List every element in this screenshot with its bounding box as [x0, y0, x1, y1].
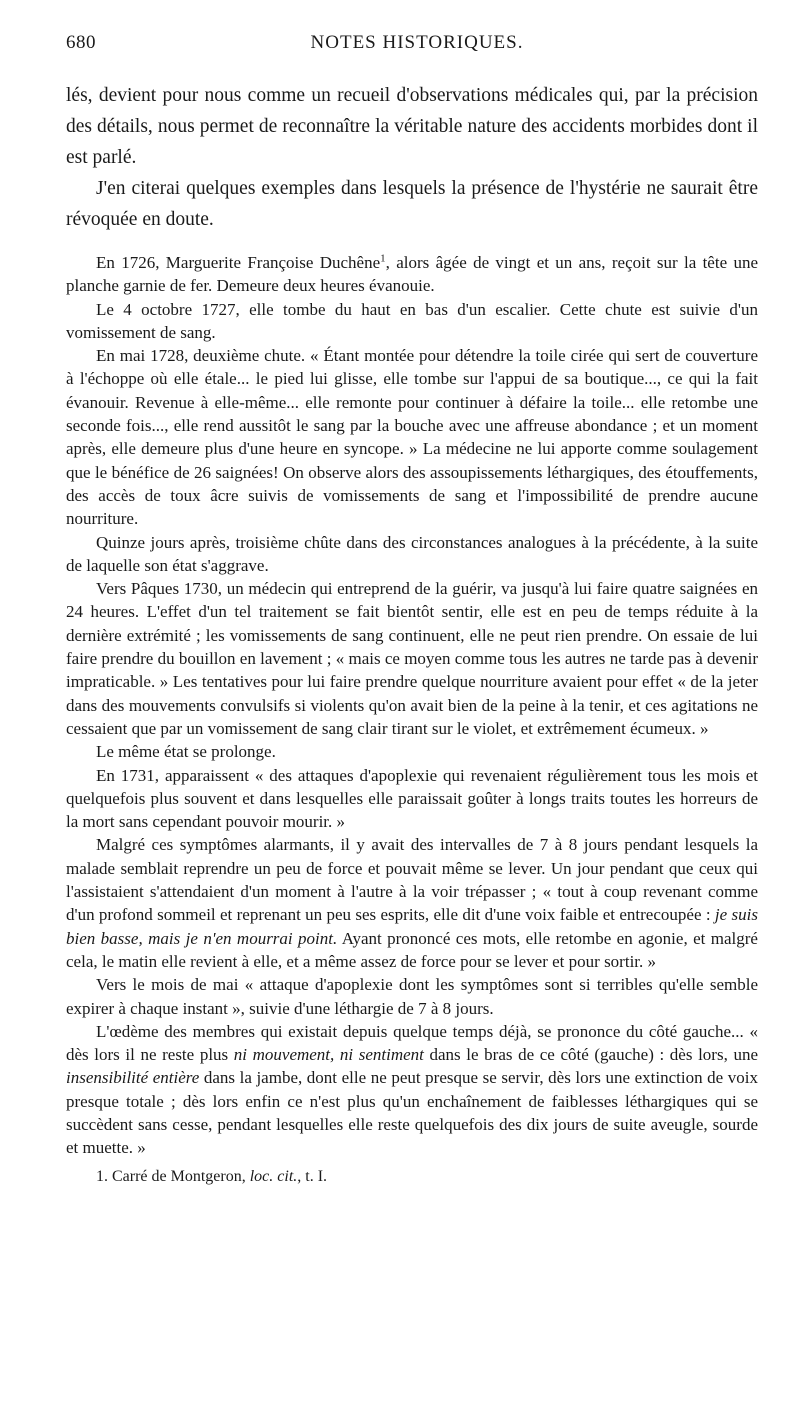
quote-paragraph-8	[66, 833, 758, 973]
lead-text	[66, 80, 758, 235]
quote-text: Malgré ces symptômes alarmants, il y avait des intervalles de 7 à 8 jours pendant lesquels la malade semblait reprendre un peu de force et pouvait même se lever. Un jour pendant que ceux qui l'assistaient s'attendaient d'un moment à l'autre à la voir trépasser ; « tout à coup revenant comme d'un profond sommeil et reprenant un peu ses esprits, elle dit d'une voix faible et entrecoupée :	[66, 835, 758, 925]
quote-italic-text: ni mouvement, ni sentiment	[233, 1045, 424, 1065]
quote-paragraph-9: Vers le mois de mai « attaque d'apoplexie dont les symptômes sont si terribles qu'elle semble expirer à chaque instant », suivie d'une léthargie de 7 à 8 jours.	[66, 975, 758, 1018]
quote-text: En 1726, Marguerite Françoise Duchêne	[96, 253, 381, 272]
footnote-reference: 1	[380, 252, 386, 265]
quote-paragraph-10	[66, 1020, 758, 1160]
quote-italic-text: insensibilité entière	[66, 1068, 200, 1088]
lead-paragraph-2: J'en citerai quelques exemples dans lesquels la présence de l'hystérie ne saurait être révoquée en doute.	[66, 178, 758, 230]
lead-paragraph-1: lés, devient pour nous comme un recueil d'observations médicales qui, par la précision des détails, nous permet de reconnaître la véritable nature des accidents morbides dont il est parlé.	[66, 85, 758, 168]
quote-paragraph-7: En 1731, apparaissent « des attaques d'apoplexie qui revenaient régulièrement tous les mois et quelquefois plus souvent et dans lesquelles elle paraissait goûter à longs traits toutes les horreurs de la mort sans cependant pouvoir mourir. »	[66, 765, 758, 832]
page-number: 680	[66, 32, 96, 53]
quote-paragraph-5: Vers Pâques 1730, un médecin qui entreprend de la guérir, va jusqu'à lui faire quatre saignées en 24 heures. L'effet d'un tel traitement se fait bientôt sentir, elle est en peu de temps réduite à la dernière extrémité ; les vomissements de sang continuent, elle ne peut rien prendre. On essaie de lui faire prendre du bouillon en lavement ; « mais ce moyen comme tous les autres ne tarde pas à devenir impraticable. » Les tentatives pour lui faire prendre quelque nourriture avaient pour effet « de la jeter dans des mouvements convulsifs si violents qu'on avait bien de la peine à la tenir, et ces agitations ne cessaient que par un vomissement de sang clair tirant sur le violet, et extrêmement écumeux. »	[66, 579, 758, 738]
quote-text: , alors âgée de vingt et un ans, reçoit sur la tête une planche garnie de fer. Demeure deux heures évanouie.	[66, 253, 758, 296]
footnote-number: 1.	[96, 1167, 108, 1185]
quoted-observation	[66, 251, 758, 1160]
quote-paragraph-6: Le même état se prolonge.	[96, 742, 276, 762]
quote-italic-text: je suis bien basse, mais je n'en mourrai point.	[66, 905, 758, 948]
footnote	[66, 1166, 758, 1188]
running-head: NOTES HISTORIQUES.	[310, 32, 524, 53]
quote-text: Ayant prononcé ces mots, elle retombe en agonie, et malgré cela, le matin elle revient à elle, et a même assez de force pour se lever et pour sortir. »	[66, 928, 758, 971]
footnote-italic-text: loc. cit.	[249, 1167, 298, 1185]
quote-paragraph-1	[66, 251, 758, 298]
quote-text: L'œdème des membres qui existait depuis quelque temps déjà, se prononce du côté gauche... « dès lors il ne reste plus	[66, 1021, 758, 1065]
quote-paragraph-4: Quinze jours après, troisième chûte dans des circonstances analogues à la précédente, à la suite de laquelle son état s'aggrave.	[66, 532, 758, 575]
quote-text: dans la jambe, dont elle ne peut presque se servir, dès lors une extinction de voix presque totale ; dès lors enfin ce n'est plus qu'un enchaînement de faiblesses léthargiques qui se succèdent sans cesse, pendant lesquelles elle reste quelquefois des dix jours de suite aveugle, sourde et muette. »	[66, 1068, 758, 1158]
footnote-text: , t. I.	[297, 1167, 328, 1185]
footnote-text: Carré de Montgeron,	[108, 1167, 250, 1185]
quote-paragraph-2: Le 4 octobre 1727, elle tombe du haut en bas d'un escalier. Cette chute est suivie d'un vomissement de sang.	[66, 299, 758, 342]
quote-text: dans le bras de ce côté (gauche) : dès lors, une	[423, 1045, 758, 1065]
page-header	[66, 32, 758, 62]
quote-paragraph-3: En mai 1728, deuxième chute. « Étant montée pour détendre la toile cirée qui sert de couverture à l'échoppe où elle étale... le pied lui glisse, elle tombe sur l'appui de sa boutique..., ce qui la fait évanouir. Revenue à elle-même... elle remonte pour continuer à défaire la toile... elle retombe une seconde fois..., elle rend aussitôt le sang par la bouche avec une affreuse abondance ; et un moment après, elle demeure plus d'une heure en syncope. » La médecine ne lui apporte comme soulagement que le bénéfice de 26 saignées! On observe alors des assoupissements léthargiques, des étouffements, des accès de toux âcre suivis de vomissements de sang et l'impossibilité de prendre aucune nourriture.	[66, 346, 758, 529]
